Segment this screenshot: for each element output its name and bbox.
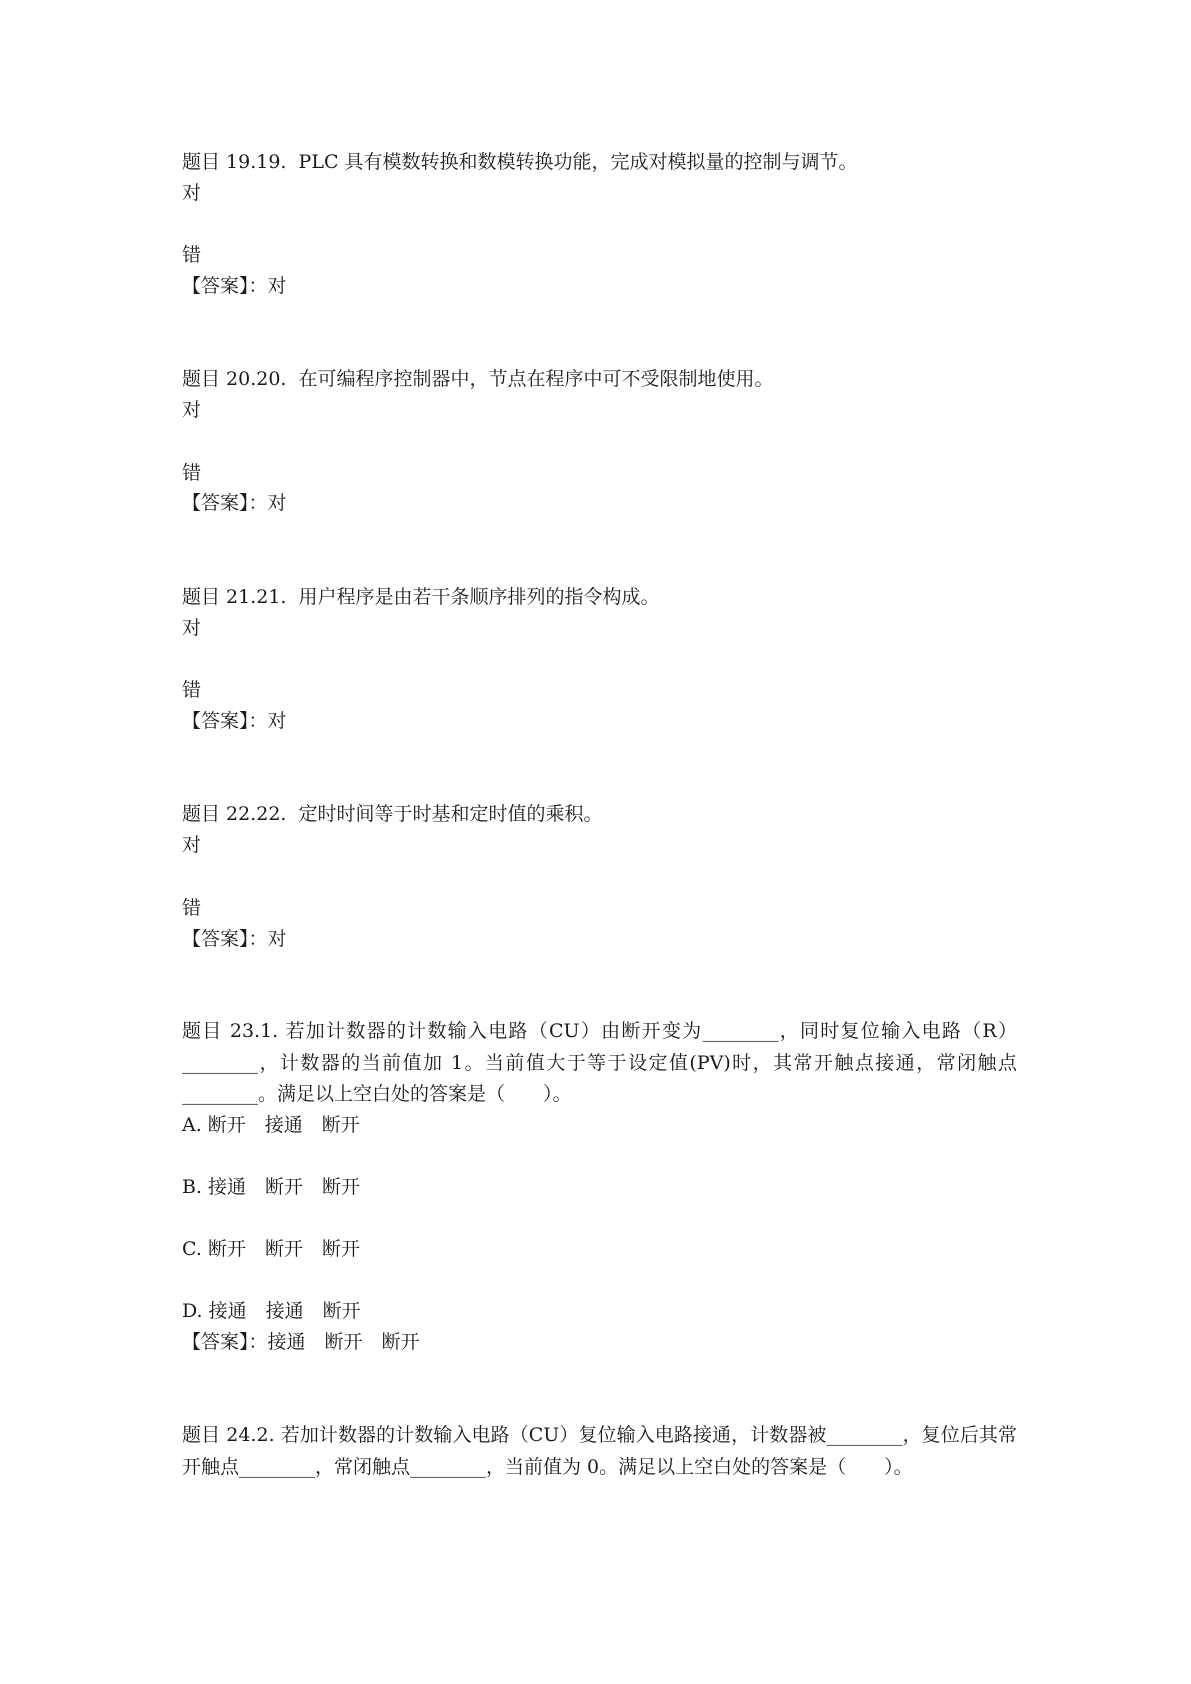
question-23-option-c: C. 断开 断开 断开	[182, 1238, 360, 1260]
question-19-option-false: 错	[182, 244, 202, 266]
question-20-stem: 题目 20.20. 在可编程序控制器中，节点在程序中可不受限制地使用。	[182, 368, 774, 390]
question-23-answer: 【答案】：接通 断开 断开	[182, 1331, 420, 1353]
question-22-stem: 题目 22.22. 定时时间等于时基和定时值的乘积。	[182, 803, 603, 825]
question-21-option-false: 错	[182, 679, 202, 701]
question-19-stem: 题目 19.19. PLC 具有模数转换和数模转换功能，完成对模拟量的控制与调节。	[182, 151, 858, 173]
question-22-option-false: 错	[182, 897, 202, 919]
question-20-option-false: 错	[182, 462, 202, 484]
question-20-option-true: 对	[182, 399, 202, 421]
question-21-option-true: 对	[182, 617, 202, 639]
question-23-option-a: A. 断开 接通 断开	[182, 1114, 360, 1136]
question-22-option-true: 对	[182, 834, 202, 856]
question-19-option-true: 对	[182, 182, 202, 204]
question-21-stem: 题目 21.21. 用户程序是由若干条顺序排列的指令构成。	[182, 586, 660, 608]
question-19-answer: 【答案】：对	[182, 275, 287, 297]
question-21-answer: 【答案】：对	[182, 710, 287, 732]
question-24-stem: 题目 24.2. 若加计数器的计数输入电路（CU）复位输入电路接通，计数器被________，复位后其常开触点________，常闭触点________，当前值为 0。满足以上空白处的答案是（ ）。	[182, 1424, 1017, 1478]
question-20-answer: 【答案】：对	[182, 492, 287, 514]
question-23-option-b: B. 接通 断开 断开	[182, 1176, 361, 1198]
question-22-answer: 【答案】：对	[182, 928, 287, 950]
question-23-stem: 题目 23.1. 若加计数器的计数输入电路（CU）由断开变为________，同时复位输入电路（R）________，计数器的当前值加 1。当前值大于等于设定值(PV)时，其常开触点接通，常闭触点________。满足以上空白处的答案是（ ）。	[182, 1020, 1017, 1105]
question-23-option-d: D. 接通 接通 断开	[182, 1300, 361, 1322]
